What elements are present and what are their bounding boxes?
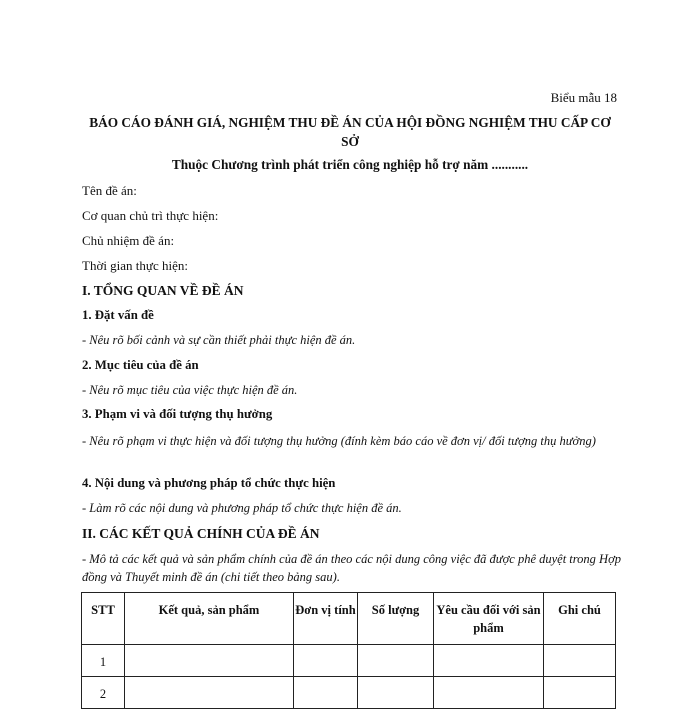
subsection-1-heading: 1. Đặt vấn đề bbox=[82, 308, 154, 322]
form-number: Biểu mẫu 18 bbox=[550, 90, 617, 105]
table-cell-stt: 2 bbox=[82, 677, 125, 709]
column-header-quantity: Số lượng bbox=[358, 593, 434, 645]
table-cell bbox=[544, 677, 616, 709]
section-1-heading: I. TỔNG QUAN VỀ ĐỀ ÁN bbox=[82, 283, 244, 298]
column-header-stt: STT bbox=[82, 593, 125, 645]
document-title: BÁO CÁO ĐÁNH GIÁ, NGHIỆM THU ĐỀ ÁN CỦA HỘI ĐỒNG NGHIỆM THU CẤP CƠ SỞ bbox=[89, 115, 611, 149]
table-cell bbox=[434, 645, 544, 677]
field-project-name: Tên đề án: bbox=[82, 183, 137, 198]
subsection-1-note: - Nêu rõ bối cảnh và sự cần thiết phải thực hiện đề án. bbox=[82, 333, 356, 347]
document-subtitle: Thuộc Chương trình phát triển công nghiệp hỗ trợ năm ........... bbox=[171, 157, 529, 172]
column-header-notes: Ghi chú bbox=[544, 593, 616, 645]
results-table bbox=[81, 592, 616, 709]
field-duration: Thời gian thực hiện: bbox=[82, 258, 188, 273]
table-row bbox=[82, 645, 616, 677]
table-cell bbox=[358, 677, 434, 709]
table-row bbox=[82, 677, 616, 709]
section-2-note: - Mô tả các kết quả và sản phẩm chính của đề án theo các nội dung công việc đã được phê duyệt trong Hợp đồng và Thuyết minh đề án (chi tiết theo bảng sau). bbox=[82, 552, 622, 584]
subsection-4-heading: 4. Nội dung và phương pháp tổ chức thực hiện bbox=[82, 476, 336, 490]
column-header-result: Kết quả, sản phẩm bbox=[125, 593, 294, 645]
table-cell-stt: 1 bbox=[82, 645, 125, 677]
subsection-4-note: - Làm rõ các nội dung và phương pháp tổ chức thực hiện đề án. bbox=[82, 501, 402, 515]
subsection-2-note: - Nêu rõ mục tiêu của việc thực hiện đề án. bbox=[82, 383, 298, 397]
table-cell bbox=[544, 645, 616, 677]
table-cell bbox=[125, 645, 294, 677]
table-cell bbox=[294, 645, 358, 677]
table-cell bbox=[434, 677, 544, 709]
section-2-heading: II. CÁC KẾT QUẢ CHÍNH CỦA ĐỀ ÁN bbox=[82, 526, 320, 541]
table-cell bbox=[294, 677, 358, 709]
table-cell bbox=[358, 645, 434, 677]
field-host-agency: Cơ quan chủ trì thực hiện: bbox=[82, 208, 219, 223]
column-header-unit: Đơn vị tính bbox=[294, 593, 358, 645]
column-header-requirements: Yêu cầu đối với sản phẩm bbox=[434, 593, 544, 645]
field-project-leader: Chủ nhiệm đề án: bbox=[82, 233, 175, 248]
subsection-3-note: - Nêu rõ phạm vi thực hiện và đối tượng thụ hưởng (đính kèm báo cáo về đơn vị/ đối tượng thụ hưởng) bbox=[82, 434, 596, 448]
table-header-row bbox=[82, 593, 616, 645]
table-cell bbox=[125, 677, 294, 709]
subsection-3-heading: 3. Phạm vi và đối tượng thụ hưởng bbox=[82, 407, 273, 421]
subsection-2-heading: 2. Mục tiêu của đề án bbox=[82, 358, 199, 372]
